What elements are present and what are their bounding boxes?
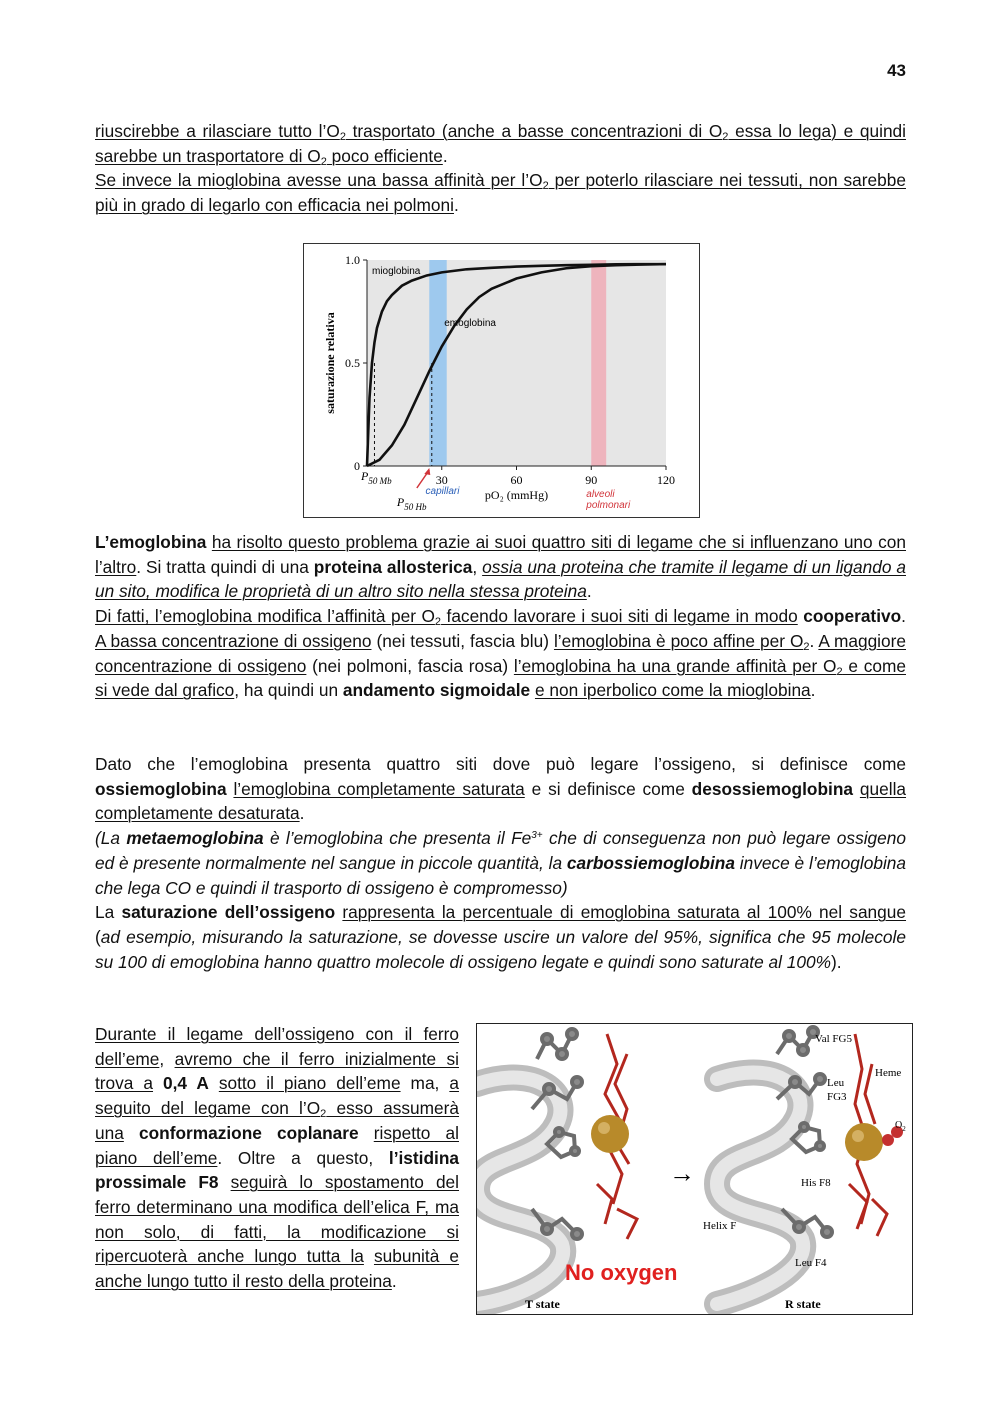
iron-atom-r bbox=[845, 1123, 883, 1161]
saturation-chart bbox=[303, 243, 700, 518]
y-axis-label: saturazione relativa bbox=[323, 312, 337, 414]
label-polmonari: polmonari bbox=[586, 500, 631, 511]
x-axis-label: pO₂ (mmHg) bbox=[484, 488, 549, 502]
intro-line-2: Se invece la mioglobina avesse una bassa affinità per $l’O_2$ per poterlo rilasciare nei tessuti, non sarebbe più in grado di legarlo con efficacia nei polmoni. bbox=[95, 170, 906, 216]
label-emoglobina: emoglobina bbox=[444, 317, 496, 329]
intro-text-2: Se invece la mioglobina avesse una bassa affinità per $l’O_2$ per poterlo rilasciare nei tessuti, non sarebbe più in grado di legarlo con efficacia nei polmoni bbox=[95, 170, 906, 216]
label-o2: $O_2$ bbox=[895, 1120, 906, 1133]
label-leu-fg3-2: FG3 bbox=[827, 1091, 847, 1103]
x-tick-label: 60 bbox=[510, 473, 523, 487]
iron-atom-t bbox=[591, 1115, 629, 1153]
band-alveoli bbox=[591, 260, 606, 466]
iron-highlight-r bbox=[852, 1130, 864, 1142]
label-p50mb: $P_{50 Mb}$ bbox=[361, 469, 392, 486]
y-tick-label: 0 bbox=[354, 459, 360, 473]
y-tick-label: 0.5 bbox=[345, 356, 360, 370]
affinity-text: Di fatti, l’emoglobina modifica l’affinità per $O_2$ facendo lavorare i suoi siti di legame in modo bbox=[95, 606, 798, 629]
iron-highlight-t bbox=[598, 1122, 610, 1134]
p50-arrowhead bbox=[424, 468, 430, 475]
oxyhemoglobin-paragraph: Dato che l’emoglobina presenta quattro siti dove può legare l’ossigeno, si definisce come ossiemoglobina l’emoglobina completamente saturata e si definisce come desossiemoglobina quella completamente desaturata. (La metaemoglobina è l’emoglobina che presenta il $Fe^{3+}$ che di conseguenza non può legare ossigeno ed è presente normalmente nel sangue in piccole quantità, la carbossiemoglobina invece è l’emoglobina che lega CO e quindi il trasporto di ossigeno è compromesso) La saturazione dell’ossigeno rappresenta la percentuale di emoglobina saturata al 100% nel sangue (ad esempio, misurando la saturazione, se dovesse uscire un valore del 95%, significa che 95 molecole su 100 di emoglobina hanno quattro molecole di ossigeno legate e quindi sono saturate al 100%). bbox=[95, 754, 907, 972]
label-p50hb: $P_{50 Hb}$ bbox=[396, 495, 427, 512]
intro-line-1: riuscirebbe a rilasciare tutto $l’O_2$ trasportato (anche a basse concentrazioni di $O_2$ essa lo lega) e quindi sarebbe un trasportatore di $O_2$ poco efficiente. bbox=[95, 121, 907, 168]
label-leu-f4: Leu F4 bbox=[795, 1257, 827, 1269]
label-t-state: T state bbox=[525, 1297, 560, 1311]
transition-arrow: → bbox=[669, 1159, 695, 1188]
label-heme: Heme bbox=[875, 1067, 902, 1079]
label-helix-f: Helix F bbox=[703, 1220, 737, 1232]
label-val-fg5: Val FG5 bbox=[815, 1033, 852, 1045]
label-capillari: capillari bbox=[425, 486, 460, 497]
label-leu-fg3-1: Leu bbox=[827, 1077, 845, 1089]
high-affinity-text: l’emoglobina ha una grande affinità per $O_2$ e come si vede dal grafico bbox=[95, 655, 906, 701]
o2-binding-text: a seguito del legame con $l’O_2$ esso assumerà una bbox=[95, 1073, 460, 1143]
x-tick-label: 120 bbox=[657, 473, 675, 487]
intro-paragraph bbox=[95, 119, 906, 218]
heme-figure-svg bbox=[477, 1024, 912, 1314]
x-tick-label: 90 bbox=[585, 473, 598, 487]
label-his-f8: His F8 bbox=[801, 1177, 831, 1189]
x-tick-label: 30 bbox=[435, 473, 448, 487]
helix-t-state bbox=[477, 1078, 563, 1304]
label-mioglobina: mioglobina bbox=[372, 266, 421, 277]
metahemoglobin-note: (La metaemoglobina è l’emoglobina che presenta il $Fe^{3+}$ che di conseguenza non può legare ossigeno ed è presente normalmente nel sangue in piccole quantità, la carbossiemoglobina invece è l’emoglobina che lega CO e quindi il trasporto di ossigeno è compromesso) bbox=[95, 828, 907, 898]
iron-paragraph: Durante il legame dell’ossigeno con il ferro dell’eme, avremo che il ferro inizialmente si trova a 0,4 A sotto il piano dell’eme ma, a seguito del legame con $l’O_2$ esso assumerà una conformazione coplanare rispetto al piano dell’eme. Oltre a questo, l’istidina prossimale F8 seguirà lo spostamento del ferro determinano una modifica dell’elica F, ma non solo, di fatti, la modificazione si ripercuoterà anche lungo tutta la subunità e anche lungo tutto il resto della proteina. bbox=[95, 1024, 460, 1292]
low-affinity-text: l’emoglobina è poco affine per $O_2$ bbox=[553, 630, 810, 653]
y-tick-label: 1.0 bbox=[345, 253, 360, 267]
chart-svg bbox=[304, 244, 699, 517]
label-no-oxygen: No oxygen bbox=[565, 1260, 678, 1285]
label-alveoli: alveoli bbox=[586, 489, 615, 500]
intro-text: riuscirebbe a rilasciare tutto $l’O_2$ trasportato (anche a basse concentrazioni di $O_2$ essa lo lega) e quindi sarebbe un trasportatore di $O_2$ poco efficiente bbox=[95, 121, 907, 168]
plot-area bbox=[367, 260, 666, 466]
page-number: 43 bbox=[887, 61, 906, 80]
label-r-state: R state bbox=[785, 1297, 821, 1311]
oxygen-atom bbox=[882, 1134, 894, 1146]
allosteric-paragraph: L’emoglobina ha risolto questo problema grazie ai suoi quattro siti di legame che si influenzano uno con l’altro. Si tratta quindi di una proteina allosterica, ossia una proteina che tramite il legame di un ligando a un sito, modifica le proprietà di un altro sito nella stessa proteina. Di fatti, l’emoglobina modifica l’affinità per $O_2$ facendo lavorare i suoi siti di legame in modo cooperativo. A bassa concentrazione di ossigeno (nei tessuti, fascia blu) l’emoglobina è poco affine per $O_2$. A maggiore concentrazione di ossigeno (nei polmoni, fascia rosa) l’emoglobina ha una grande affinità per $O_2$ e come si vede dal grafico, ha quindi un andamento sigmoidale e non iperbolico come la mioglobina. bbox=[95, 532, 906, 701]
heme-conformation-figure bbox=[476, 1023, 913, 1315]
helix-r-state bbox=[717, 1073, 803, 1304]
